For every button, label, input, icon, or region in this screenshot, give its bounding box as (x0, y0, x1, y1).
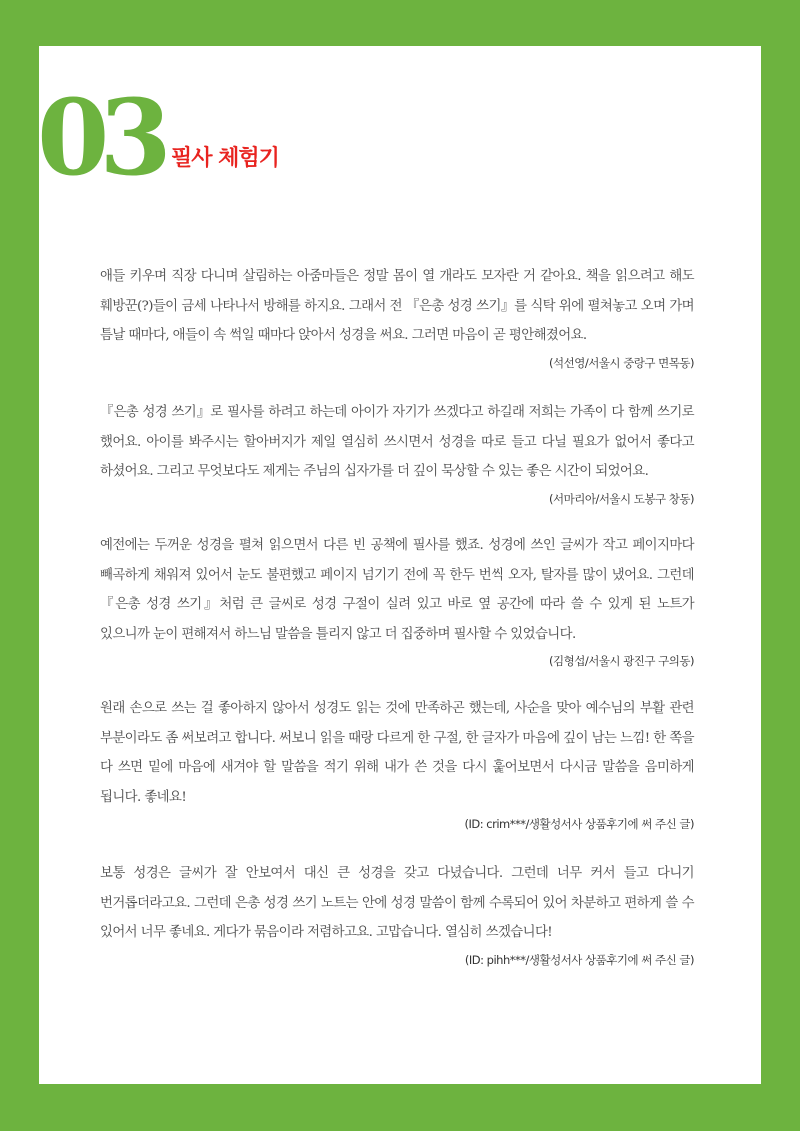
testimonial-author: (ID: pihh***/생활성서사 상품후기에 써 주신 글) (464, 952, 694, 967)
testimonial-entry (100, 531, 694, 669)
testimonial-text: 보통 성경은 글씨가 잘 안보여서 대신 큰 성경을 갖고 다녔습니다. 그런데 너무 커서 들고 다니기 번거롭더라고요. 그런데 은총 성경 쓰기 노트는 안에 성경 말씀이 함께 수록되어 있어 차분하고 편하게 쓸 수 있어서 너무 좋네요. 게다가 묶음이라 저렴하고요. 고맙습니다. 열심히 쓰겠습니다! (100, 866, 694, 940)
testimonial-entry (100, 859, 694, 968)
page (39, 46, 761, 1084)
testimonial-text: 애들 키우며 직장 다니며 살림하는 아줌마들은 정말 몸이 열 개라도 모자란 거 같아요. 책을 읽으려고 해도 훼방꾼(?)들이 금세 나타나서 방해를 하지요. 그래서 전 『은총 성경 쓰기』를 식탁 위에 펼쳐놓고 오며 가며 틈날 때마다, 애들이 속 썩일 때마다 앉아서 성경을 써요. 그러면 마음이 곧 평안해졌어요. (100, 269, 694, 343)
testimonial-text: 『은총 성경 쓰기』로 필사를 하려고 하는데 아이가 자기가 쓰겠다고 하길래 저희는 가족이 다 함께 쓰기로 했어요. 아이를 봐주시는 할아버지가 제일 열심히 쓰시면서 성경을 따로 들고 다닐 필요가 없어서 좋다고 하셨어요. 그리고 무엇보다도 제게는 주님의 십자가를 더 깊이 묵상할 수 있는 좋은 시간이 되었어요. (100, 405, 694, 479)
testimonial-author: (석선영/서울시 중랑구 면목동) (549, 355, 694, 370)
testimonial-entry (100, 398, 694, 507)
testimonial-author: (김형섭/서울시 광진구 구의동) (549, 654, 694, 668)
testimonial-entry (100, 262, 694, 371)
testimonial-text: 예전에는 두꺼운 성경을 펼쳐 읽으면서 다른 빈 공책에 필사를 했죠. 성경에 쓰인 글씨가 작고 페이지마다 빼곡하게 채워져 있어서 눈도 불편했고 페이지 넘기기 전에 꼭 한두 번씩 오자, 탈자를 많이 냈어요. 그런데 『은총 성경 쓰기』처럼 큰 글씨로 성경 구절이 실려 있고 바로 옆 공간에 따라 쓸 수 있게 된 노트가 있으니까 눈이 편해져서 하느님 말씀을 틀리지 않고 더 집중하며 필사할 수 있었습니다. (100, 538, 694, 642)
testimonial-entry (100, 694, 694, 832)
testimonial-text: 원래 손으로 쓰는 걸 좋아하지 않아서 성경도 읽는 것에 만족하곤 했는데, 사순을 맞아 예수님의 부활 관련 부분이라도 좀 써보려고 합니다. 써보니 읽을 때랑 다르게 한 구절, 한 글자가 마음에 깊이 남는 느낌! 한 쪽을 다 쓰면 밑에 마음에 새겨야 할 말씀을 적기 위해 내가 쓴 것을 다시 훑어보면서 다시금 말씀을 음미하게 됩니다. 좋네요! (100, 701, 694, 805)
testimonial-author: (서마리아/서울시 도봉구 창동) (549, 491, 694, 506)
chapter-title: 필사 체험기 (171, 146, 279, 171)
testimonial-author: (ID: crim***/생활성서사 상품후기에 써 주신 글) (464, 817, 694, 831)
chapter-number: 03 (37, 76, 162, 199)
